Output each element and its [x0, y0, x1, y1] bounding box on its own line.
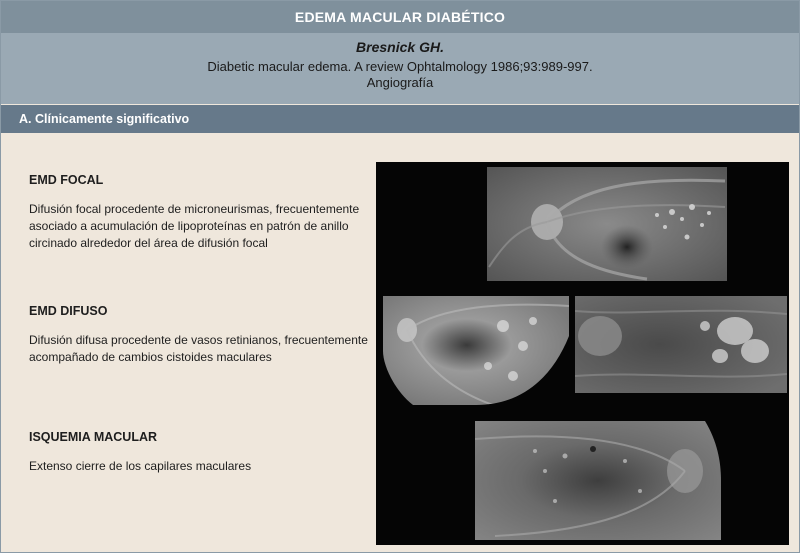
block-isquemia — [29, 430, 369, 475]
block-text: Difusión focal procedente de microneurismas, frecuentemente asociado a acumulación de lipoproteínas en patrón de anillo circinado alrededor del área de difusión focal — [29, 202, 360, 250]
angiogram-difuso-left — [383, 296, 569, 405]
block-focal — [29, 173, 369, 252]
block-text: Extenso cierre de los capilares maculares — [29, 459, 252, 473]
block-text: Difusión difusa procedente de vasos retinianos, frecuentemente acompañado de cambios cistoides maculares — [29, 333, 368, 364]
block-heading: EMD DIFUSO — [29, 304, 108, 318]
author: Bresnick GH. — [356, 39, 444, 55]
reference: Diabetic macular edema. A review Ophtalmology 1986;93:989-997. — [207, 59, 593, 74]
section-bar: A. Clínicamente significativo — [1, 105, 799, 133]
angiogram-difuso-right — [575, 296, 787, 393]
angiogram-isquemia — [475, 421, 721, 540]
angiogram-focal — [487, 167, 727, 281]
block-heading: ISQUEMIA MACULAR — [29, 430, 158, 444]
block-difuso — [29, 304, 369, 366]
angiography-panel — [376, 162, 789, 545]
header — [1, 1, 799, 104]
subtitle: Angiografía — [366, 75, 434, 90]
block-heading: EMD FOCAL — [29, 173, 104, 187]
page-title: EDEMA MACULAR DIABÉTICO — [1, 1, 799, 33]
